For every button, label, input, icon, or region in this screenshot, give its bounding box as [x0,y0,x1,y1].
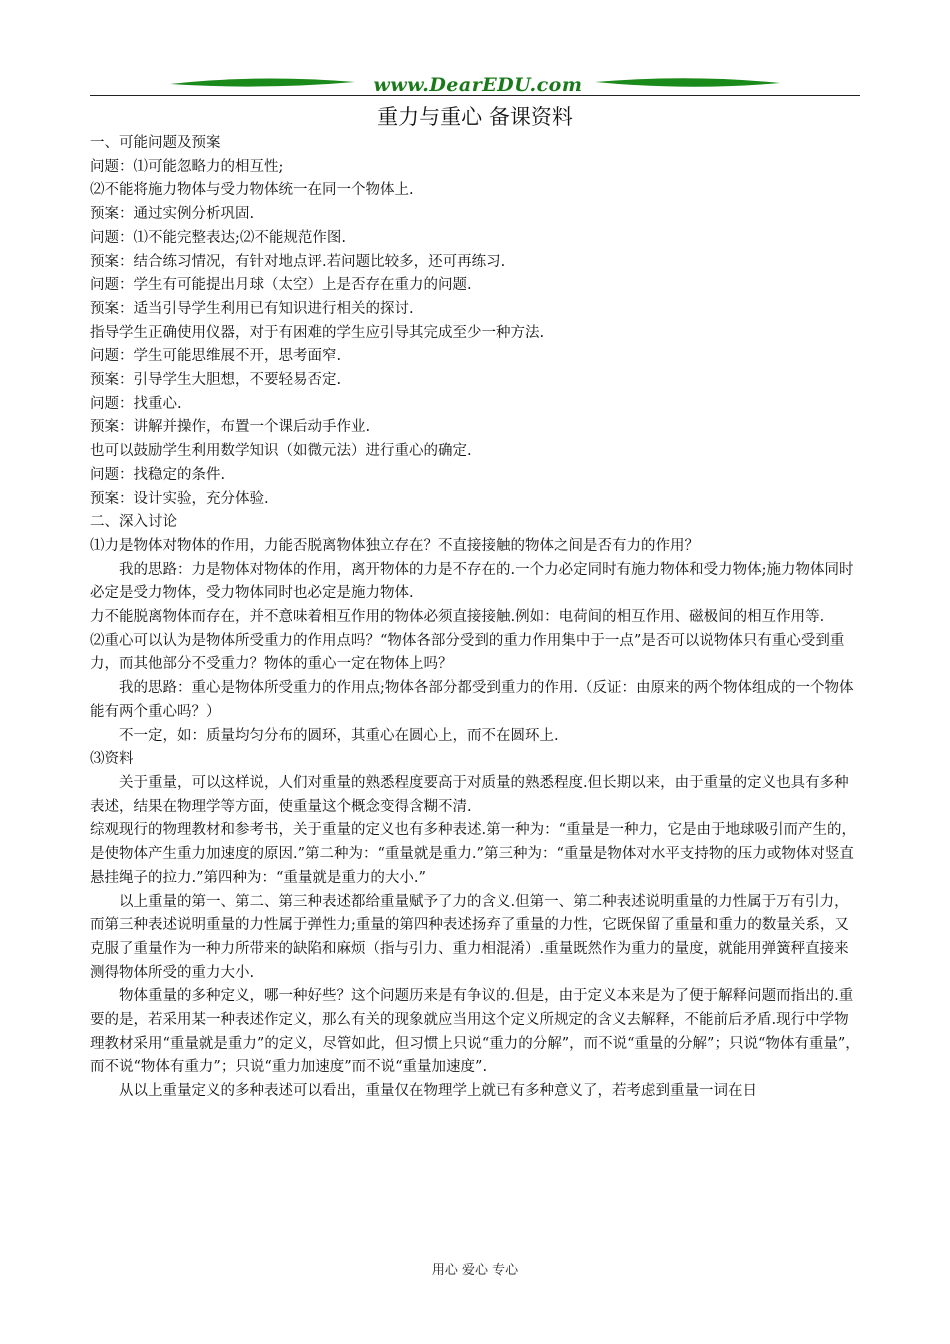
paragraph: 二、深入讨论 [90,514,177,531]
paragraph: ⑵重心可以认为是物体所受重力的作用点吗？“物体各部分受到的重力作用集中于一点”是否可以说物体只有重心受到重力，而其他部分不受重力？物体的重心一定在物体上吗？ [90,632,845,673]
paragraph: 以上重量的第一、第二、第三种表述都给重量赋予了力的含义.但第一、第二种表述说明重量的力性属于万有引力，而第三种表述说明重量的力性属于弹性力;重量的第四种表述扬弃了重量的力性，它既保留了重量和重力的数量关系，又克服了重量作为一种力所带来的缺陷和麻烦（指与引力、重力相混淆）.重量既然作为重力的量度，就能用弹簧秤直接来测得物体所受的重力大小. [90,893,849,981]
paragraph: 问题：找重心. [90,395,182,412]
paragraph: 从以上重量定义的多种表述可以看出，重量仅在物理学上就已有多种意义了，若考虑到重量一词在日 [119,1083,757,1100]
paragraph: 物体重量的多种定义，哪一种好些？这个问题历来是有争议的.但是，由于定义本来是为了便于解释问题而指出的.重要的是，若采用某一种表述作定义，那么有关的现象就应当用这个定义所规定的含义去解释，不能前后矛盾.现行中学物理教材采用“重量就是重力”的定义，尽管如此，但习惯上只说“重力的分解”，而不说“重量的分解”；只说“物体有重量”，而不说“物体有重力”；只说“重力加速度”而不说“重量加速度”. [90,988,860,1076]
paragraph: 预案：适当引导学生利用已有知识进行相关的探讨. [90,300,414,317]
paragraph: 关于重量，可以这样说，人们对重量的熟悉程度要高于对质量的熟悉程度.但长期以来，由于重量的定义也具有多种表述，结果在物理学等方面，使重量这个概念变得含糊不清. [90,774,849,815]
header-divider [90,95,860,96]
paragraph: 预案：引导学生大胆想，不要轻易否定. [90,372,342,389]
paragraph: ⑵不能将施力物体与受力物体统一在同一个物体上. [90,182,414,199]
site-logo[interactable]: www.DearEDU.com [373,74,583,96]
paragraph: 预案：结合练习情况，有针对地点评.若问题比较多，还可再练习. [90,253,506,270]
page-footer: 用心 爱心 专心 [431,1263,519,1278]
paragraph: 综观现行的物理教材和参考书，关于重量的定义也有多种表述.第一种为：“重量是一种力，它是由于地球吸引而产生的，是使物体产生重力加速度的原因.”第二种为：“重量就是重力.”第三种为：“重量是物体对水平支持物的压力或物体对竖直悬挂绳子的拉力.”第四种为：“重量就是重力的大小.” [90,822,857,886]
paragraph: 问题：⑴可能忽略力的相互性; [90,158,284,175]
paragraph: 预案：讲解并操作，布置一个课后动手作业. [90,419,371,436]
paragraph: ⑴力是物体对物体的作用，力能否脱离物体独立存在？不直接接触的物体之间是否有力的作用？ [90,537,699,554]
paragraph: 预案：设计实验，充分体验. [90,490,269,507]
paragraph: 指导学生正确使用仪器，对于有困难的学生应引导其完成至少一种方法. [90,324,545,341]
document-body [90,132,862,1104]
paragraph: ⑶资料 [90,751,134,768]
paragraph: 也可以鼓励学生利用数学知识（如微元法）进行重心的确定. [90,443,472,460]
paragraph: 一、可能问题及预案 [90,135,221,151]
paragraph: 不一定，如：质量均匀分布的圆环，其重心在圆心上，而不在圆环上. [119,727,559,744]
paragraph: 我的思路：力是物体对物体的作用，离开物体的力是不存在的.一个力必定同时有施力物体和受力物体;施力物体同时必定是受力物体，受力物体同时也必定是施力物体. [90,561,854,602]
paragraph: 问题：⑴不能完整表达;⑵不能规范作图. [90,229,346,246]
page-title: 重力与重心 备课资料 [377,105,573,129]
paragraph: 问题：学生可能思维展不开，思考面窄. [90,348,342,365]
paragraph: 预案：通过实例分析巩固. [90,206,255,223]
paragraph: 问题：学生有可能提出月球（太空）上是否存在重力的问题. [90,277,472,294]
paragraph: 力不能脱离物体而存在，并不意味着相互作用的物体必须直接接触.例如：电荷间的相互作用、磁极间的相互作用等. [90,609,825,626]
paragraph: 我的思路：重心是物体所受重力的作用点;物体各部分都受到重力的作用.（反证：由原来的两个物体组成的一个物体能有两个重心吗？） [90,680,854,720]
paragraph: 问题：找稳定的条件. [90,466,226,483]
